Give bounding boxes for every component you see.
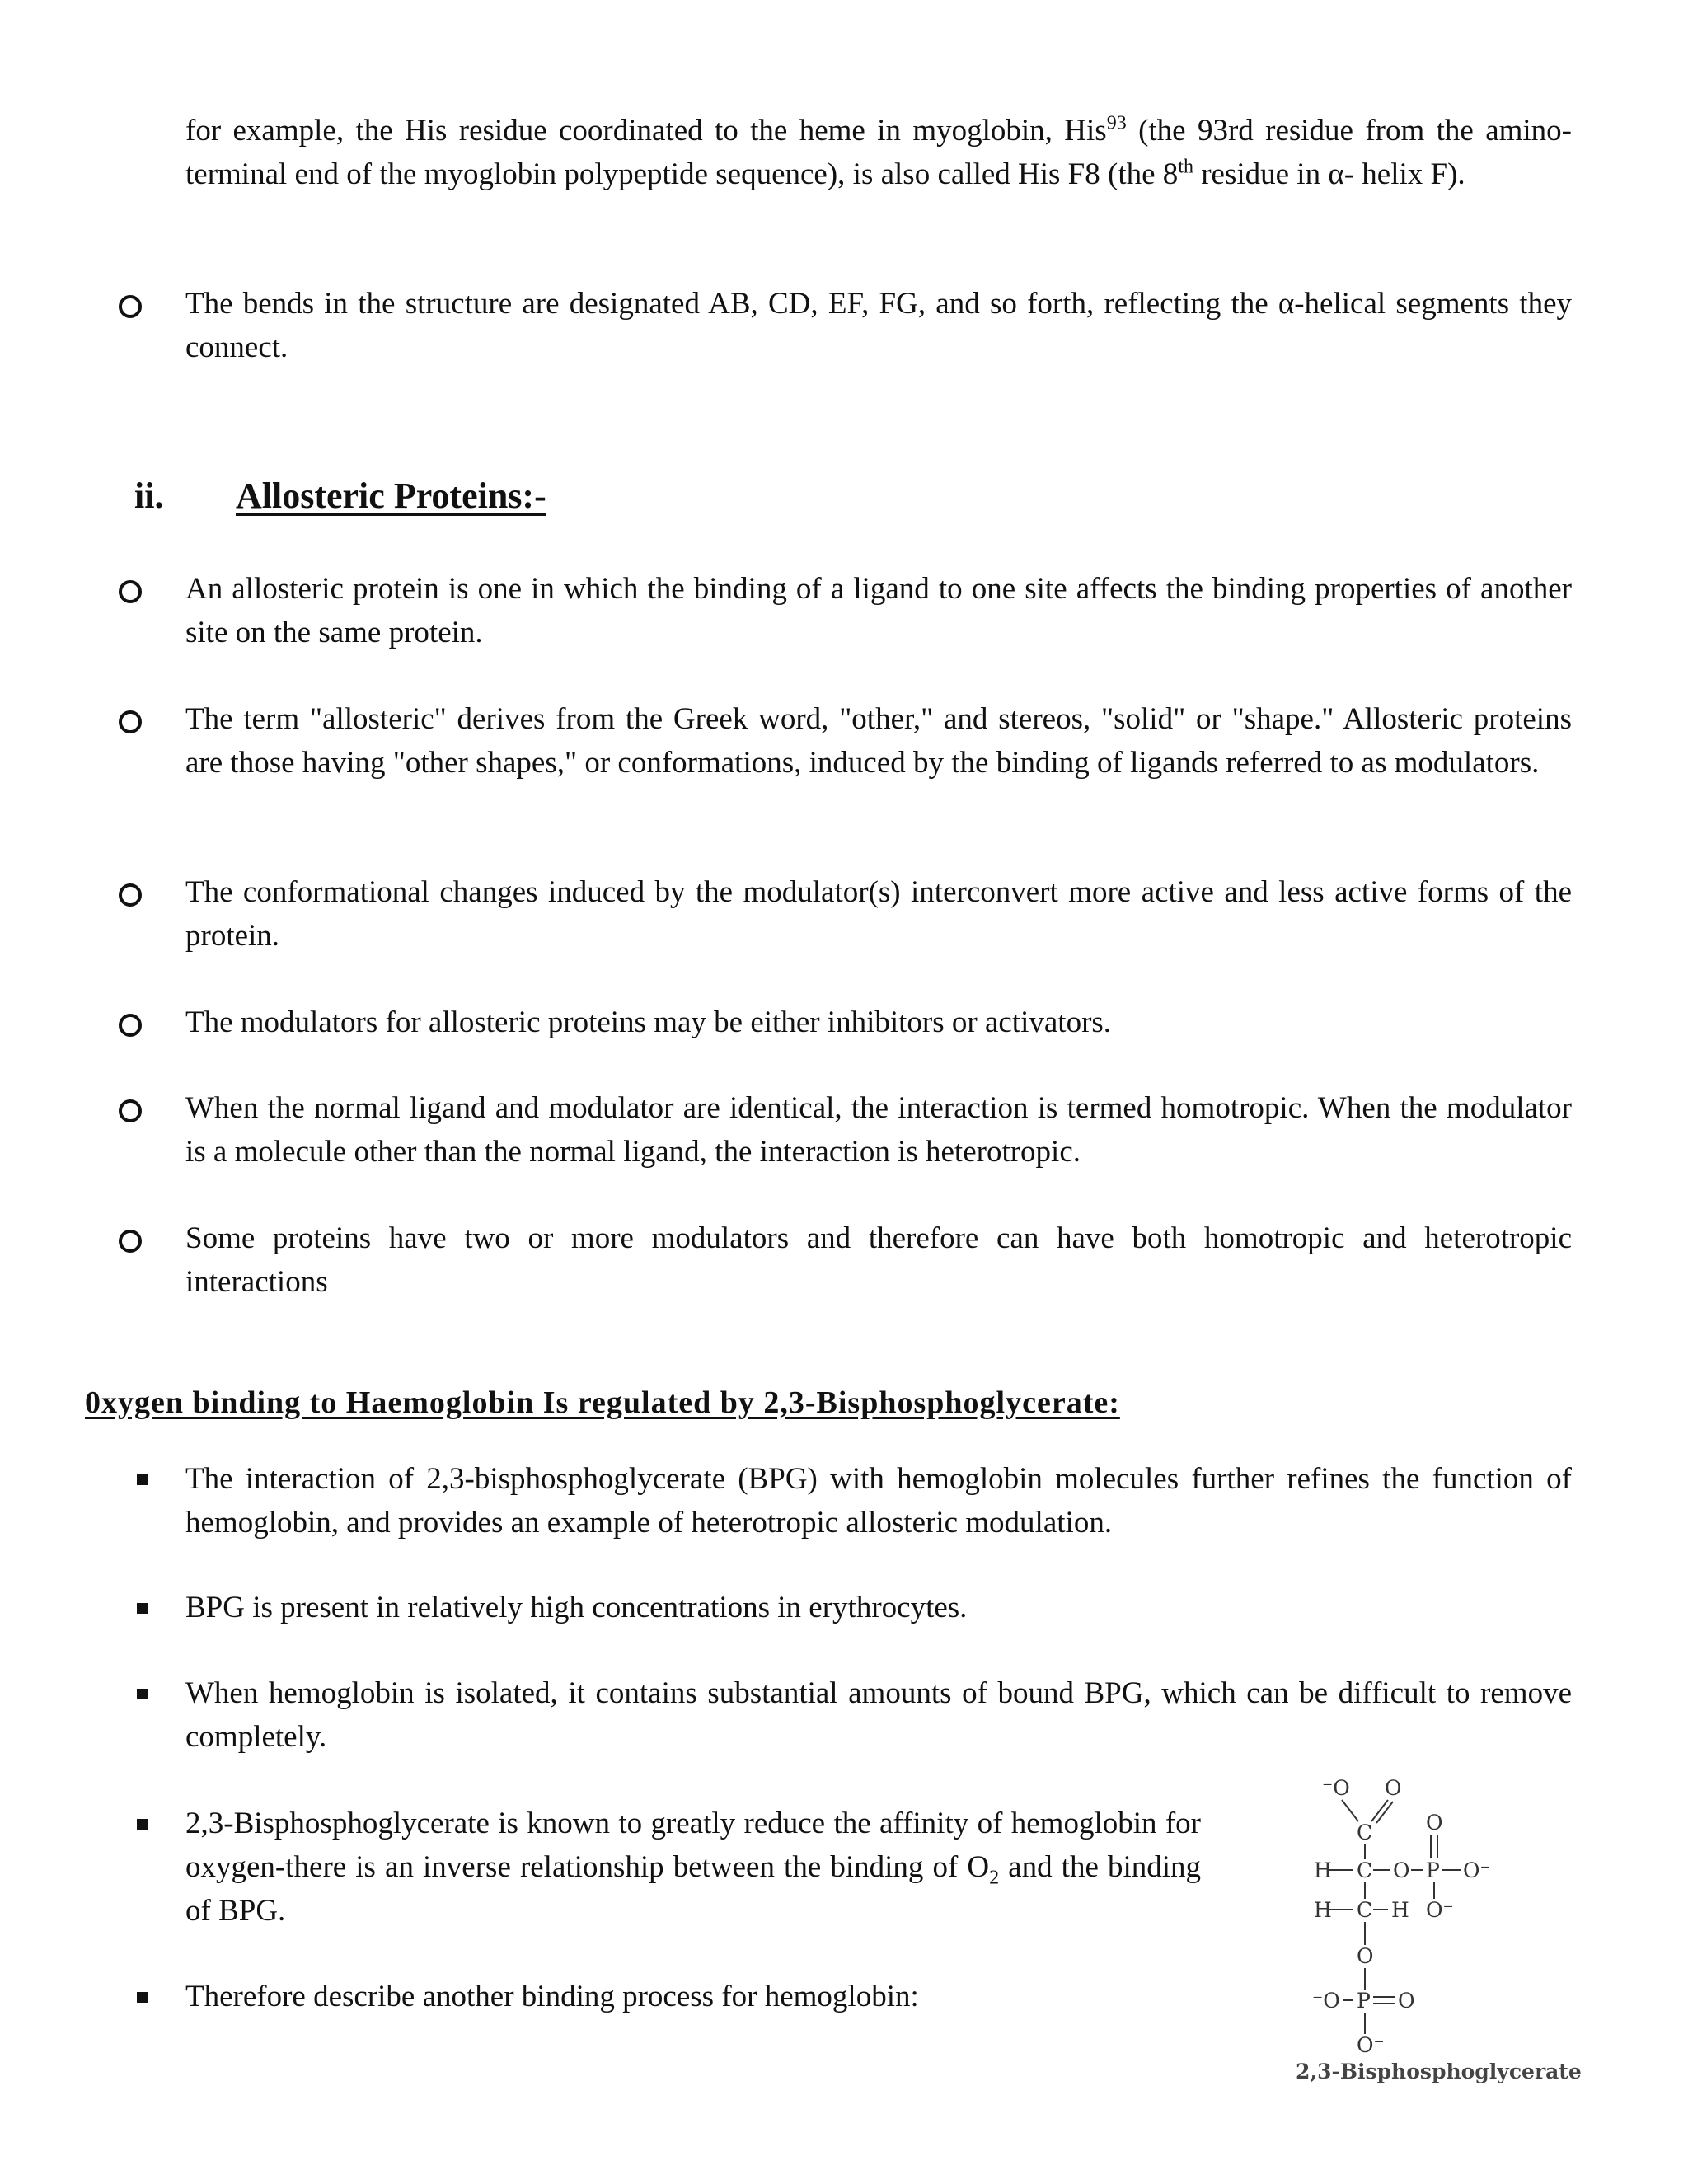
section-title: Allosteric Proteins:- [236, 476, 546, 516]
intro-paragraph [185, 109, 1572, 196]
atom-p2-o-minus-left: ⁻O [1312, 1989, 1340, 2013]
atom-carboxyl-o: O [1385, 1776, 1402, 1800]
atom-c1: C [1357, 1821, 1373, 1844]
intro-superscript-93: 93 [1106, 112, 1127, 134]
intro-text-b: (the 93rd residue from the amino-terminal end of the myoglobin polypeptide sequence), is also called His F8 (the 8 [185, 114, 1573, 191]
atom-h3: H [1391, 1898, 1409, 1922]
atom-p2: P [1357, 1989, 1371, 2013]
circle-bullet-icon [115, 1096, 145, 1126]
oxygen-heading: 0xygen binding to Haemoglobin Is regulated by 2,3-Bisphosphoglycerate: [85, 1385, 1120, 1420]
allosteric-bullet-1: An allosteric protein is one in which the binding of a ligand to one site affects the binding properties of another site on the same protein. [185, 572, 1572, 649]
atom-c3: C [1357, 1898, 1373, 1922]
oxygen-bullet-4-text-b: and the binding of BPG. [185, 1850, 1202, 1928]
section-number: ii. [134, 476, 164, 516]
atom-p2-o-minus-bottom: O⁻ [1357, 2033, 1385, 2057]
intro-text-a: for example, the His residue coordinated to the heme in myoglobin, His [185, 114, 1107, 148]
oxygen-bullet-4-text-a: 2,3-Bisphosphoglycerate is known to greatly reduce the affinity of hemoglobin for oxygen-there is an inverse relationship between the binding of O [185, 1807, 1201, 1884]
allosteric-bullet-5: When the normal ligand and modulator are identical, the interaction is termed homotropic. When the modulator is a molecule other than the normal ligand, the interaction is heterotropic. [185, 1091, 1572, 1169]
atom-bridge-o1: O [1393, 1858, 1410, 1882]
square-bullet-icon [137, 1603, 148, 1614]
bpg-structure-atoms [1312, 1776, 1491, 2057]
circle-bullet-icon [115, 1226, 145, 1256]
square-bullet-icon [137, 1992, 148, 2003]
oxygen-subscript-2: 2 [989, 1867, 1000, 1889]
atom-h2: H [1314, 1898, 1332, 1922]
intro-superscript-th: th [1178, 156, 1193, 178]
atom-p1: P [1426, 1858, 1440, 1882]
atom-p1-o-minus-bottom: O⁻ [1426, 1898, 1454, 1922]
atom-c2: C [1357, 1858, 1373, 1882]
atom-bridge-o2: O [1357, 1944, 1374, 1968]
oxygen-bullet-2: BPG is present in relatively high concentrations in erythrocytes. [185, 1591, 968, 1624]
allosteric-bullet-6: Some proteins have two or more modulators and therefore can have both homotropic and heterotropic interactions [185, 1221, 1572, 1299]
square-bullet-icon [137, 1474, 148, 1485]
circle-bullet-icon [115, 577, 145, 607]
intro-text-c: residue in α- helix F). [1193, 157, 1465, 191]
atom-h1: H [1314, 1858, 1332, 1882]
allosteric-bullet-4: The modulators for allosteric proteins may be either inhibitors or activators. [185, 1005, 1112, 1039]
oxygen-bullet-1: The interaction of 2,3-bisphosphoglycerate (BPG) with hemoglobin molecules further refines the function of hemoglobin, and provides an example of heterotropic allosteric modulation. [185, 1462, 1572, 1540]
oxygen-bullet-4 [185, 1802, 1201, 1933]
bpg-structure-caption: 2,3-Bisphosphoglycerate [1296, 2060, 1582, 2083]
oxygen-bullet-5: Therefore describe another binding process for hemoglobin: [185, 1980, 919, 2013]
bpg-structure-diagram [1294, 1772, 1591, 2085]
square-bullet-icon [137, 1819, 148, 1830]
circle-bullet-icon [115, 880, 145, 910]
circle-bullet-icon [115, 292, 145, 321]
oxygen-bullet-3: When hemoglobin is isolated, it contains substantial amounts of bound BPG, which can be difficult to remove completely. [185, 1676, 1572, 1754]
atom-p-top-o: O [1426, 1811, 1443, 1835]
atom-carboxylate-o-minus: ⁻O [1322, 1776, 1350, 1800]
bend-bullet-text: The bends in the structure are designated AB, CD, EF, FG, and so forth, reflecting the α-helical segments they connect. [185, 287, 1572, 364]
allosteric-bullet-3: The conformational changes induced by the modulator(s) interconvert more active and less active forms of the protein. [185, 875, 1572, 953]
allosteric-bullet-2: The term "allosteric" derives from the Greek word, "other," and stereos, "solid" or "shape." Allosteric proteins are those having "other shapes," or conformations, induced by the binding of ligands referred to as modulators. [185, 702, 1572, 780]
circle-bullet-icon [115, 1010, 145, 1040]
square-bullet-icon [137, 1689, 148, 1699]
circle-bullet-icon [115, 707, 145, 737]
atom-p1-o-minus-right: O⁻ [1463, 1858, 1491, 1882]
atom-p2-o-right: O [1398, 1989, 1415, 2013]
